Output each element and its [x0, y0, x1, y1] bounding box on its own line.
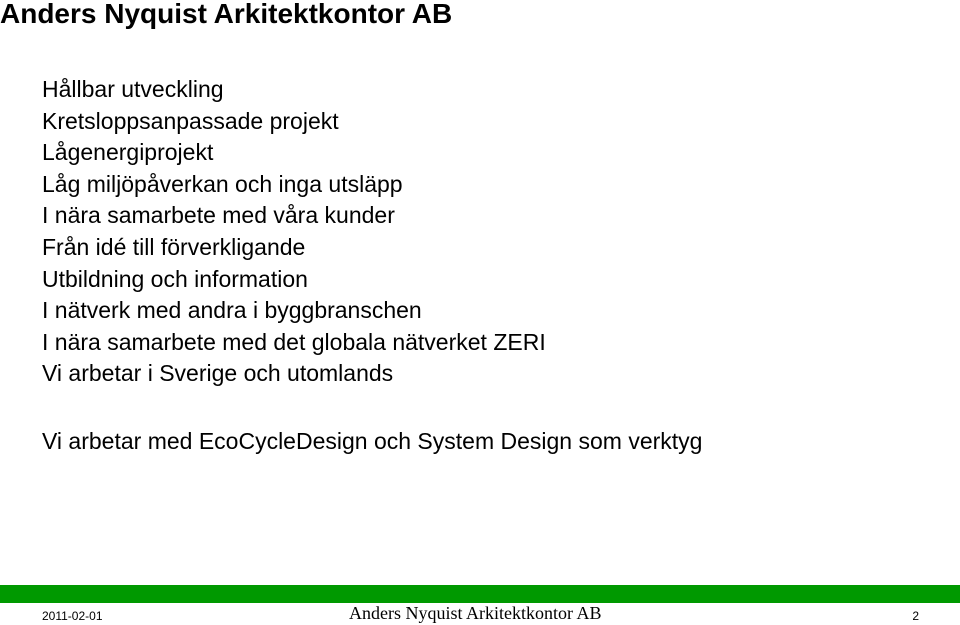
list-item: Vi arbetar i Sverige och utomlands [42, 360, 394, 387]
tools-statement: Vi arbetar med EcoCycleDesign och System Design som verktyg [42, 428, 703, 454]
list-item: Utbildning och information [42, 265, 308, 292]
list-item: Lågenergiprojekt [42, 139, 214, 166]
list-item: Kretsloppsanpassade projekt [42, 107, 339, 134]
footer-company-name: Anders Nyquist Arkitektkontor AB [349, 603, 602, 623]
footer-bar [0, 585, 960, 603]
bullet-list [42, 74, 546, 390]
slide-title: Anders Nyquist Arkitektkontor AB [0, 0, 453, 29]
footer-date: 2011-02-01 [42, 609, 103, 623]
list-item: Från idé till förverkligande [42, 233, 306, 260]
list-item: I nära samarbete med våra kunder [42, 202, 395, 229]
list-item: Låg miljöpåverkan och inga utsläpp [42, 170, 403, 197]
list-item: I nära samarbete med det globala nätverket ZERI [42, 328, 546, 355]
page-number: 2 [912, 609, 919, 623]
list-item: I nätverk med andra i byggbranschen [42, 297, 422, 324]
list-item: Hållbar utveckling [42, 76, 224, 102]
